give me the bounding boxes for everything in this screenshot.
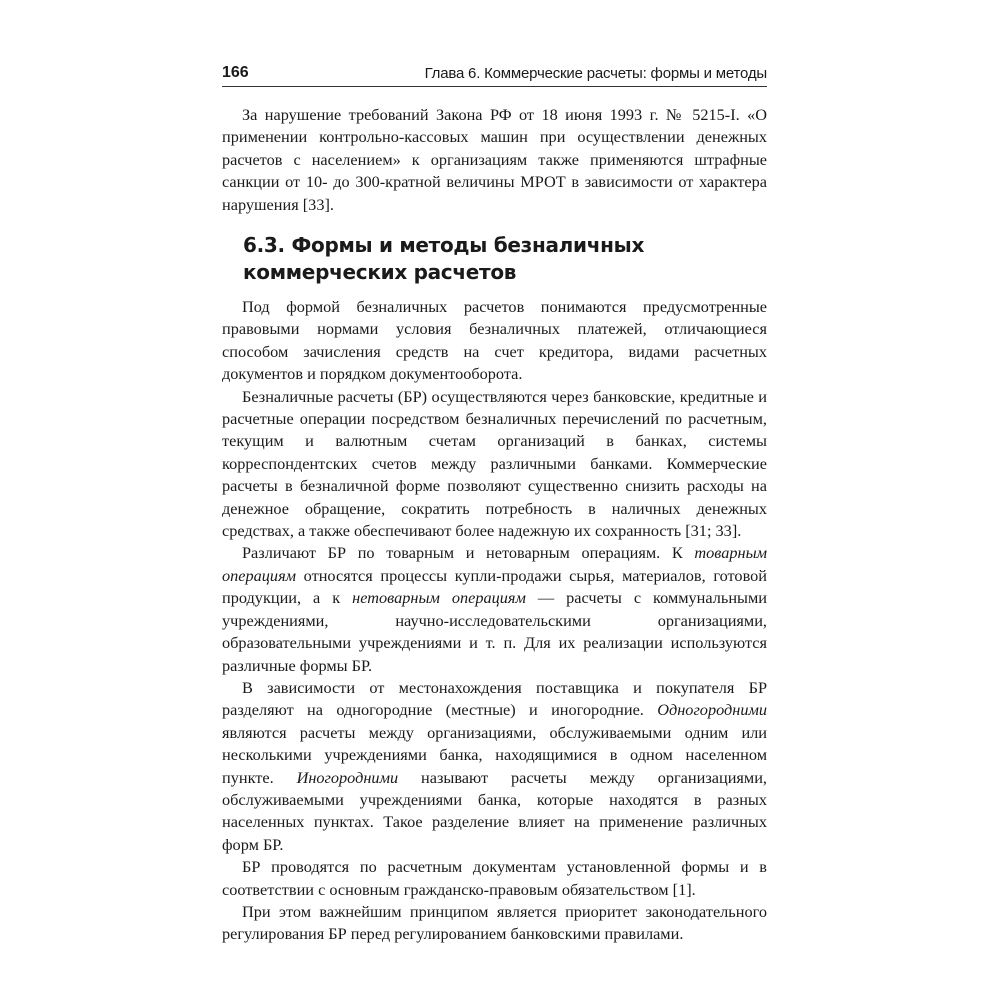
emphasis-term: Иногородними xyxy=(296,767,399,787)
text-run: являются расчеты между организациями, обслуживаемыми одним или несколькими учреждениями банка, находящимися в одном населенном пункте. xyxy=(222,722,767,787)
paragraph xyxy=(222,542,767,676)
page-number: 166 xyxy=(222,64,249,81)
emphasis-term: Одногородними xyxy=(657,700,767,720)
running-header xyxy=(222,62,767,87)
section-body xyxy=(222,296,767,946)
paragraph: При этом важнейшим принципом является приоритет законодательного регулирования БР перед регулированием банковскими правилами. xyxy=(222,901,767,944)
section-heading: 6.3. Формы и методы безналичных коммерческих расчетов xyxy=(243,233,645,284)
chapter-title: Глава 6. Коммерческие расчеты: формы и методы xyxy=(424,65,767,82)
text-run: Различают БР по товарным и нетоварным операциям. К xyxy=(242,543,695,563)
text-run: называют расчеты между организациями, обслуживаемыми учреждениями банка, которые находятся в разных населенных пунктах. Такое разделение влияет на применение различных форм БР. xyxy=(222,767,767,854)
paragraph: Под формой безналичных расчетов понимаются предусмотренные правовыми нормами условия безналичных платежей, отличающиеся способом зачисления средств на счет кредитора, видами расчетных документов и порядком документооборота. xyxy=(222,297,767,384)
intro-text xyxy=(222,104,767,216)
emphasis-term: нетоварным операциям xyxy=(352,588,526,608)
paragraph: БР проводятся по расчетным документам установленной формы и в соответствии с основным гражданско-правовым обязательством [1]. xyxy=(222,857,767,899)
text-run: В зависимости от местонахождения поставщика и покупателя БР разделяют на одногородние (местные) и иногородние. xyxy=(222,677,767,720)
paragraph xyxy=(222,677,767,856)
paragraph: Безналичные расчеты (БР) осуществляются через банковские, кредитные и расчетные операции посредством безналичных перечислений по расчетным, текущим и валютным счетам организаций в банках, системы корреспондентских счетов между различными банками. Коммерческие расчеты в безналичной форме позволяют существенно снизить расходы на денежное обращение, сократить потребность в наличных денежных средствах, а также обеспечивают более надежную их сохранность [31; 33]. xyxy=(222,386,767,541)
paragraph: За нарушение требований Закона РФ от 18 июня 1993 г. № 5215-I. «О применении контрольно-кассовых машин при осуществлении денежных расчетов с населением» к организациям также применяются штрафные санкции от 10- до 300-кратной величины МРОТ в зависимости от характера нарушения [33]. xyxy=(222,105,767,214)
text-run: — расчеты с коммунальными учреждениями, научно-исследовательскими организациями, образовательными учреждениями и т. п. Для их реализации используются различные формы БР. xyxy=(222,588,767,675)
text-run: относятся процессы купли-продажи сырья, материалов, готовой продукции, а к xyxy=(222,565,767,608)
emphasis-term: товарным операциям xyxy=(222,543,767,585)
